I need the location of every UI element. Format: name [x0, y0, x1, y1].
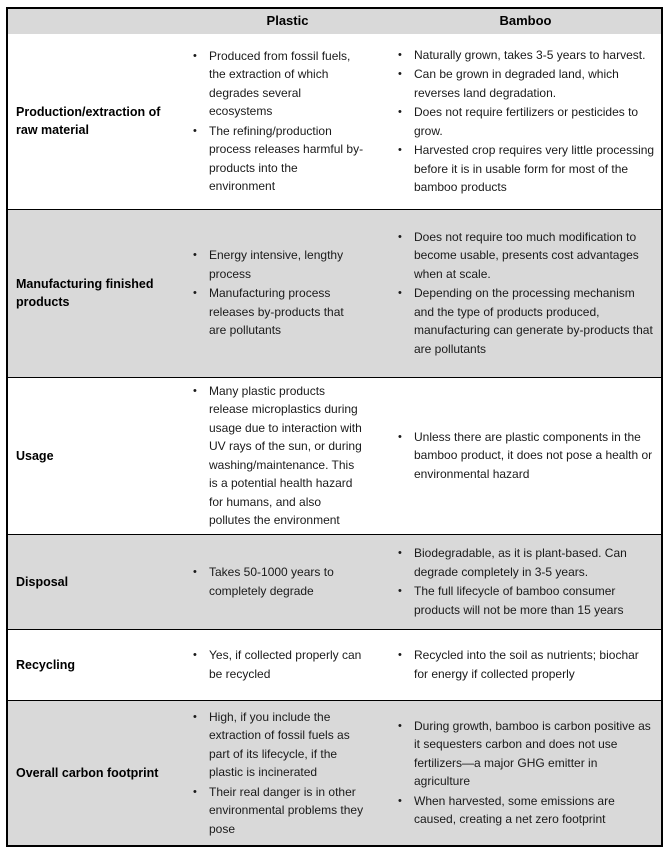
bullet-list [393, 544, 655, 619]
bullet-text: Energy intensive, lengthy process [209, 248, 344, 281]
bullet-item [393, 717, 655, 791]
bullet-icon: • [193, 49, 197, 62]
bullet-icon: • [193, 384, 197, 397]
row-label-manufacturing: Manufacturing finished products [16, 277, 154, 309]
bullet-item [393, 65, 655, 102]
bullet-text: Produced from fossil fuels, the extraction of which degrades several ecosystems [209, 48, 351, 119]
bullet-icon: • [398, 287, 402, 300]
bullet-text: Takes 50-1000 years to completely degrade [209, 565, 334, 598]
bullet-list [188, 563, 364, 600]
row-label-production: Production/extraction of raw material [16, 105, 161, 138]
bullet-text: Depending on the processing mechanism and the type of products produced, manufacturing can generate by-products that are pollutants [414, 286, 653, 356]
column-header-bamboo: Bamboo [499, 13, 552, 29]
bullet-text: Their real danger is in other environmental problems they pose [209, 784, 364, 836]
corner-cell [7, 8, 185, 34]
bullet-icon: • [398, 48, 402, 61]
bullet-item [188, 646, 364, 683]
bullet-item [393, 228, 655, 284]
comparison-table [6, 7, 663, 847]
bullet-icon: • [193, 249, 197, 262]
cell-carbon-footprint-bamboo [390, 700, 662, 846]
bullet-item [393, 141, 655, 197]
bullet-text: Does not require too much modification to become usable, presents cost advantages when at scale. [414, 229, 639, 281]
bullet-icon: • [398, 794, 402, 807]
bullet-icon: • [193, 710, 197, 723]
bullet-text: Yes, if collected properly can be recycled [209, 648, 362, 681]
bullet-icon: • [193, 287, 197, 300]
table-row-production [7, 34, 662, 209]
bullet-list [188, 646, 364, 683]
bullet-list [393, 646, 655, 683]
bullet-list [393, 428, 655, 484]
bullet-item [393, 646, 655, 683]
bullet-item [188, 783, 364, 839]
cell-recycling-bamboo [390, 629, 662, 700]
table-row-recycling [7, 629, 662, 700]
bullet-text: Naturally grown, takes 3-5 years to harvest. [414, 47, 646, 62]
table-row-manufacturing [7, 209, 662, 377]
bullet-item [393, 582, 655, 619]
table-row-usage [7, 377, 662, 534]
bullet-text: During growth, bamboo is carbon positive as it sequesters carbon and does not use fertilizers—a major GHG emitter in agriculture [414, 718, 651, 789]
bullet-item [188, 122, 364, 196]
cell-manufacturing-plastic [185, 209, 390, 377]
table-row-disposal [7, 534, 662, 629]
row-label-carbon-footprint: Overall carbon footprint [16, 765, 159, 780]
cell-disposal-plastic [185, 534, 390, 629]
cell-usage-plastic [185, 377, 390, 534]
cell-usage-bamboo [390, 377, 662, 534]
bullet-item [188, 47, 364, 121]
row-label-usage: Usage [16, 448, 54, 463]
bullet-icon: • [398, 719, 402, 732]
bullet-text: The full lifecycle of bamboo consumer products will not be more than 15 years [414, 584, 624, 617]
bullet-text: The refining/production process releases harmful by-products into the environment [209, 123, 364, 194]
bullet-icon: • [398, 106, 402, 119]
bullet-item [188, 246, 364, 283]
bullet-text: Harvested crop requires very little processing before it is in usable form for most of the bamboo products [414, 143, 655, 195]
bullet-item [393, 544, 655, 581]
bullet-icon: • [398, 430, 402, 443]
bullet-item [393, 792, 655, 829]
table-header-row [7, 8, 662, 34]
bullet-icon: • [193, 124, 197, 137]
bullet-list [188, 382, 364, 530]
cell-recycling-plastic [185, 629, 390, 700]
column-header-plastic: Plastic [266, 13, 309, 29]
bullet-text: High, if you include the extraction of fossil fuels as part of its lifecycle, if the plastic is incinerated [209, 709, 350, 779]
bullet-icon: • [193, 649, 197, 661]
bullet-text: Can be grown in degraded land, which reverses land degradation. [414, 67, 619, 100]
bullet-item [393, 284, 655, 358]
bullet-item [188, 563, 364, 600]
bullet-text: Many plastic products release microplastics during usage due to interaction with UV rays of the sun, or during washing/maintenance. This is a potential health hazard for humans, and also pollutes the environment [209, 383, 362, 527]
bullet-text: Manufacturing process releases by-products that are pollutants [209, 286, 344, 338]
row-label-recycling: Recycling [16, 657, 76, 672]
cell-production-bamboo [390, 34, 662, 209]
bullet-item [188, 708, 364, 782]
bullet-item [188, 284, 364, 340]
bullet-list [188, 47, 364, 196]
bullet-list [393, 228, 655, 359]
cell-production-plastic [185, 34, 390, 209]
bullet-text: Biodegradable, as it is plant-based. Can degrade completely in 3-5 years. [414, 546, 627, 579]
bullet-list [188, 708, 364, 839]
bullet-icon: • [193, 566, 197, 578]
bullet-item [393, 46, 655, 65]
cell-carbon-footprint-plastic [185, 700, 390, 846]
bullet-list [393, 717, 655, 829]
cell-disposal-bamboo [390, 534, 662, 629]
bullet-item [393, 428, 655, 484]
bullet-text: Unless there are plastic components in the bamboo product, it does not pose a health or environmental hazard [414, 429, 653, 481]
bullet-text: When harvested, some emissions are caused, creating a net zero footprint [414, 793, 615, 827]
bullet-icon: • [398, 230, 402, 243]
row-label-disposal: Disposal [16, 574, 69, 589]
bullet-list [188, 246, 364, 340]
bullet-icon: • [398, 649, 402, 661]
bullet-icon: • [398, 547, 402, 559]
bullet-list [393, 46, 655, 197]
cell-manufacturing-bamboo [390, 209, 662, 377]
bullet-icon: • [398, 68, 402, 81]
bullet-text: Recycled into the soil as nutrients; biochar for energy if collected properly [414, 648, 639, 681]
bullet-icon: • [398, 144, 402, 157]
bullet-icon: • [193, 785, 197, 798]
bullet-text: Does not require fertilizers or pesticides to grow. [414, 105, 639, 138]
bullet-item [188, 382, 364, 530]
bullet-icon: • [398, 585, 402, 597]
table-row-carbon-footprint [7, 700, 662, 846]
bullet-item [393, 103, 655, 140]
